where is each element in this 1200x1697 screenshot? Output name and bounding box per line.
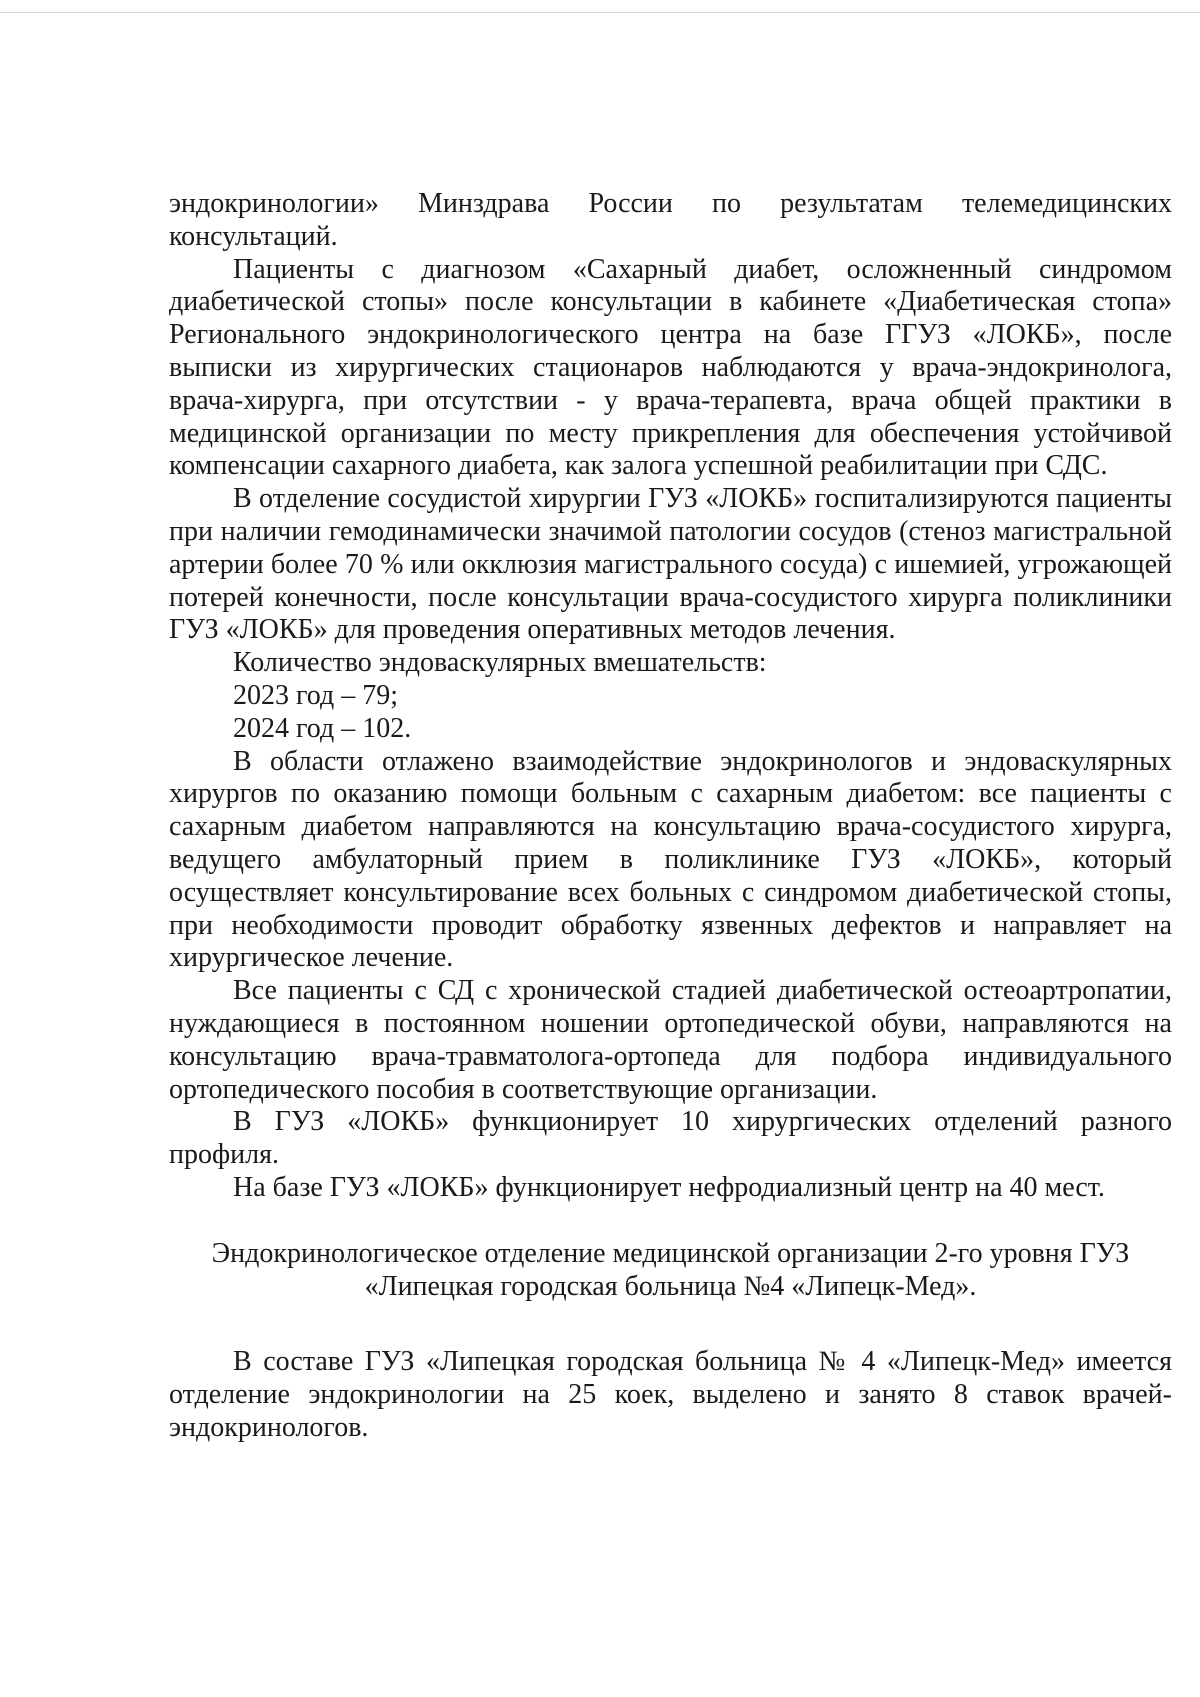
document-body [169,188,1172,1205]
list-item-2024: 2024 год – 102. [233,712,412,744]
heading-line-2: «Липецкая городская больница №4 «Липецк-Мед». [364,1270,977,1302]
paragraph-surgical-departments: В ГУЗ «ЛОКБ» функционирует 10 хирургических отделений разного профиля. [169,1106,1172,1171]
final-section [169,1346,1172,1444]
paragraph-interventions-count: Количество эндоваскулярных вмешательств: [233,647,767,679]
paragraph-osteoarthropathy: Все пациенты с СД с хронической стадией диабетической остеоартропатии, нуждающиеся в постоянном ношении ортопедической обуви, направляются на консультацию врача-травматолога-ортопеда для подбора индивидуального ортопедического пособия в соответствующие организации. [169,975,1172,1105]
paragraph-interaction: В области отлажено взаимодействие эндокринологов и эндоваскулярных хирургов по оказанию помощи больным с сахарным диабетом: все пациенты с сахарным диабетом направляются на консультацию врача-сосудистого хирурга, ведущего амбулаторный прием в поликлинике ГУЗ «ЛОКБ», который осуществляет консультирование всех больных с синдромом диабетической стопы, при необходимости проводит обработку язвенных дефектов и направляет на хирургическое лечение. [169,745,1172,974]
paragraph-continuation: эндокринологии» Минздрава России по результатам телемедицинских консультаций. [169,188,1172,252]
paragraph-vascular-surgery: В отделение сосудистой хирургии ГУЗ «ЛОКБ» госпитализируются пациенты при наличии гемодинамически значимой патологии сосудов (стеноз магистральной артерии более 70 % или окклюзия магистрального сосуда) с ишемией, угрожающей потерей конечности, после консультации врача-сосудистого хирурга поликлиники ГУЗ «ЛОКБ» для проведения оперативных методов лечения. [169,483,1172,646]
section-heading [169,1238,1172,1304]
paragraph-endocrinology-department: В составе ГУЗ «Липецкая городская больница № 4 «Липецк-Мед» имеется отделение эндокринологии на 25 коек, выделено и занято 8 ставок врачей-эндокринологов. [169,1346,1172,1443]
paragraph-diabetic-foot: Пациенты с диагнозом «Сахарный диабет, осложненный синдромом диабетической стопы» после консультации в кабинете «Диабетическая стопа» Регионального эндокринологического центра на базе ГГУЗ «ЛОКБ», после выписки из хирургических стационаров наблюдаются у врача-эндокринолога, врача-хирурга, при отсутствии - у врача-терапевта, врача общей практики в медицинской организации по месту прикрепления для обеспечения устойчивой компенсации сахарного диабета, как залога успешной реабилитации при СДС. [169,253,1172,482]
paragraph-dialysis-center: На базе ГУЗ «ЛОКБ» функционирует нефродиализный центр на 40 мест. [233,1171,1105,1203]
heading-line-1: Эндокринологическое отделение медицинской организации 2-го уровня ГУЗ [211,1238,1130,1269]
list-item-2023: 2023 год – 79; [233,679,399,711]
scan-edge-line [0,12,1200,13]
